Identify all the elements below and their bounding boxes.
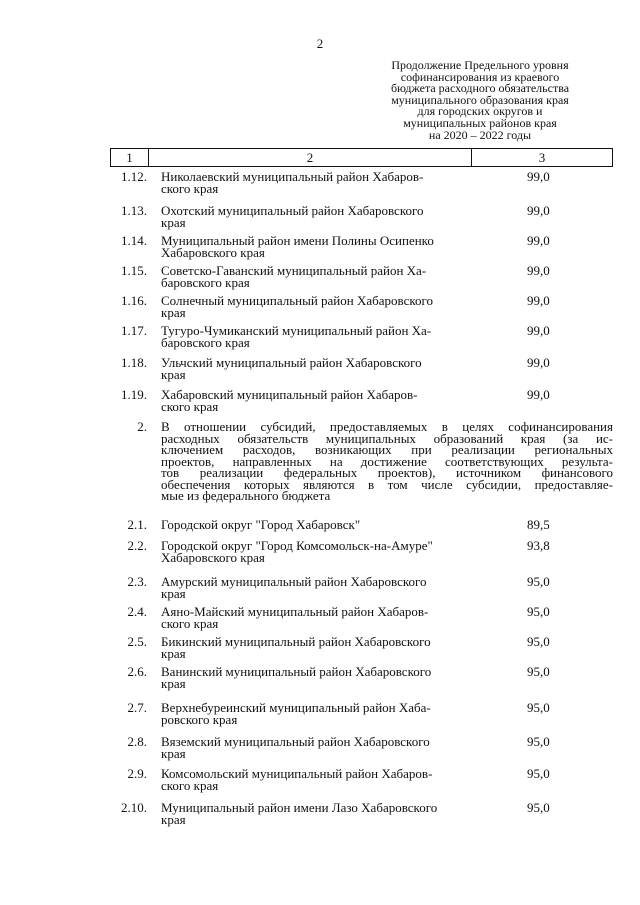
row-name-line: края — [161, 645, 186, 661]
row-value: 95,0 — [527, 664, 550, 679]
row-number: 1.12. — [121, 169, 147, 184]
row-value: 95,0 — [527, 766, 550, 781]
row-name-line: Верхнебуреинский муниципальный район Хаба- — [161, 700, 431, 715]
row-name-line: края — [161, 585, 186, 601]
row-value: 95,0 — [527, 800, 550, 815]
row-name-line: Вяземский муниципальный район Хабаровского — [161, 734, 430, 749]
row-name-line: Городской округ "Город Комсомольск-на-Амуре" — [161, 538, 433, 553]
row-name-line: Советско-Гаванский муниципальный район Ха- — [161, 263, 427, 278]
row-name-line: ровского края — [161, 711, 238, 727]
row-name — [161, 235, 483, 258]
row-name-line: края — [161, 214, 186, 230]
row-name-line: Комсомольский муниципальный район Хабаров- — [161, 766, 433, 781]
row-value: 95,0 — [527, 604, 550, 619]
row-value: 99,0 — [527, 203, 550, 218]
row-name — [161, 768, 483, 791]
row-value: 99,0 — [527, 293, 550, 308]
row-number: 2.10. — [121, 800, 147, 815]
row-name-line: тов реализации федеральных проектов), источником финансового — [161, 465, 613, 480]
table-header — [110, 148, 613, 167]
continuation-line: на 2020 – 2022 годы — [428, 127, 532, 142]
row-name-line: баровского края — [161, 274, 250, 290]
row-name-line: баровского края — [161, 334, 250, 350]
row-value: 89,5 — [527, 517, 550, 532]
row-name — [161, 325, 483, 348]
row-name-line: Аяно-Майский муниципальный район Хабаров- — [161, 604, 429, 619]
row-name — [161, 421, 613, 502]
row-name-line: края — [161, 745, 186, 761]
row-value: 95,0 — [527, 574, 550, 589]
row-name-line: проектов, направленных на достижение соответствующих результа- — [161, 453, 613, 469]
continuation-line: Продолжение Предельного уровня — [391, 58, 569, 72]
row-number: 2.5. — [127, 634, 147, 649]
continuation-line: муниципальных районов края — [403, 115, 557, 130]
row-name-line: ского края — [161, 615, 219, 631]
row-name-line: Муниципальный район имени Лазо Хабаровского — [161, 800, 438, 815]
row-number: 2.3. — [127, 574, 147, 589]
row-number: 2. — [137, 419, 147, 434]
row-name-line: мые из федерального бюджета — [161, 488, 331, 503]
row-name — [161, 519, 483, 531]
row-number: 2.4. — [127, 604, 147, 619]
row-name-line: Солнечный муниципальный район Хабаровского — [161, 293, 434, 308]
row-number: 2.9. — [127, 766, 147, 781]
row-name — [161, 702, 483, 725]
row-name-line: Бикинский муниципальный район Хабаровского — [161, 634, 431, 649]
row-name — [161, 606, 483, 629]
row-number: 1.17. — [121, 323, 147, 338]
row-name — [161, 576, 483, 599]
continuation-line: бюджета расходного обязательства — [390, 81, 570, 96]
row-name-line: расходных обязательств муниципальных образований края (за ис- — [161, 430, 613, 446]
row-name-line: Амурский муниципальный район Хабаровского — [161, 574, 427, 589]
row-name — [161, 636, 483, 659]
continuation-line: для городских округов и — [417, 104, 543, 119]
row-number: 2.1. — [127, 517, 147, 532]
row-value: 99,0 — [527, 263, 550, 278]
row-number: 1.19. — [121, 387, 147, 402]
row-name-line: ского края — [161, 398, 219, 414]
row-name — [161, 666, 483, 689]
header-col-2: 2 — [149, 149, 472, 167]
row-value: 99,0 — [527, 169, 550, 184]
row-name-line: обеспечения которых являются в том числе субсидии, предоставляе- — [161, 476, 613, 492]
row-number: 1.14. — [121, 233, 147, 248]
row-number: 2.8. — [127, 734, 147, 749]
row-name — [161, 205, 483, 228]
row-number: 1.18. — [121, 355, 147, 370]
row-name-line: края — [161, 811, 186, 827]
continuation-line: софинансирования из краевого — [400, 69, 560, 84]
header-col-3: 3 — [472, 149, 613, 167]
row-name-line: края — [161, 366, 186, 382]
row-name-line: В отношении субсидий, предоставляемых в целях софинансирования — [161, 419, 613, 434]
row-name — [161, 357, 483, 380]
row-name-line: края — [161, 675, 186, 691]
row-name-line: Муниципальный район имени Полины Осипенко — [161, 233, 434, 248]
row-value: 99,0 — [527, 323, 550, 338]
row-number: 2.7. — [127, 700, 147, 715]
row-number: 1.13. — [121, 203, 147, 218]
row-name — [161, 802, 483, 825]
row-value: 95,0 — [527, 700, 550, 715]
row-number: 2.6. — [127, 664, 147, 679]
row-name-line: края — [161, 304, 186, 320]
row-value: 95,0 — [527, 734, 550, 749]
continuation-line: муниципального образования края — [391, 92, 569, 107]
row-value: 93,8 — [527, 538, 550, 553]
row-name — [161, 171, 483, 194]
continuation-heading — [360, 60, 600, 141]
row-name-line: Николаевский муниципальный район Хабаров- — [161, 169, 424, 184]
row-name-line: Ванинский муниципальный район Хабаровского — [161, 664, 432, 679]
page-number: 2 — [316, 36, 324, 51]
row-number: 2.2. — [127, 538, 147, 553]
row-name — [161, 540, 483, 563]
row-name-line: ского края — [161, 777, 219, 793]
row-name-line: Хабаровского края — [161, 244, 265, 260]
row-name-line: Городской округ "Город Хабаровск" — [161, 517, 361, 532]
row-name — [161, 265, 483, 288]
row-number: 1.16. — [121, 293, 147, 308]
row-name — [161, 389, 483, 412]
row-name — [161, 736, 483, 759]
row-value: 99,0 — [527, 233, 550, 248]
row-value: 99,0 — [527, 355, 550, 370]
row-name-line: ключением расходов, возникающих при реализации региональных — [161, 442, 613, 457]
row-name — [161, 295, 483, 318]
row-name-line: Ульчский муниципальный район Хабаровского — [161, 355, 422, 370]
row-name-line: Охотский муниципальный район Хабаровского — [161, 203, 424, 218]
row-number: 1.15. — [121, 263, 147, 278]
row-name-line: Хабаровского края — [161, 549, 265, 565]
header-col-1: 1 — [111, 149, 149, 167]
row-name-line: ского края — [161, 180, 219, 196]
row-name-line: Тугуро-Чумиканский муниципальный район Ха- — [161, 323, 432, 338]
row-name-line: Хабаровский муниципальный район Хабаров- — [161, 387, 418, 402]
row-value: 99,0 — [527, 387, 550, 402]
row-value: 95,0 — [527, 634, 550, 649]
